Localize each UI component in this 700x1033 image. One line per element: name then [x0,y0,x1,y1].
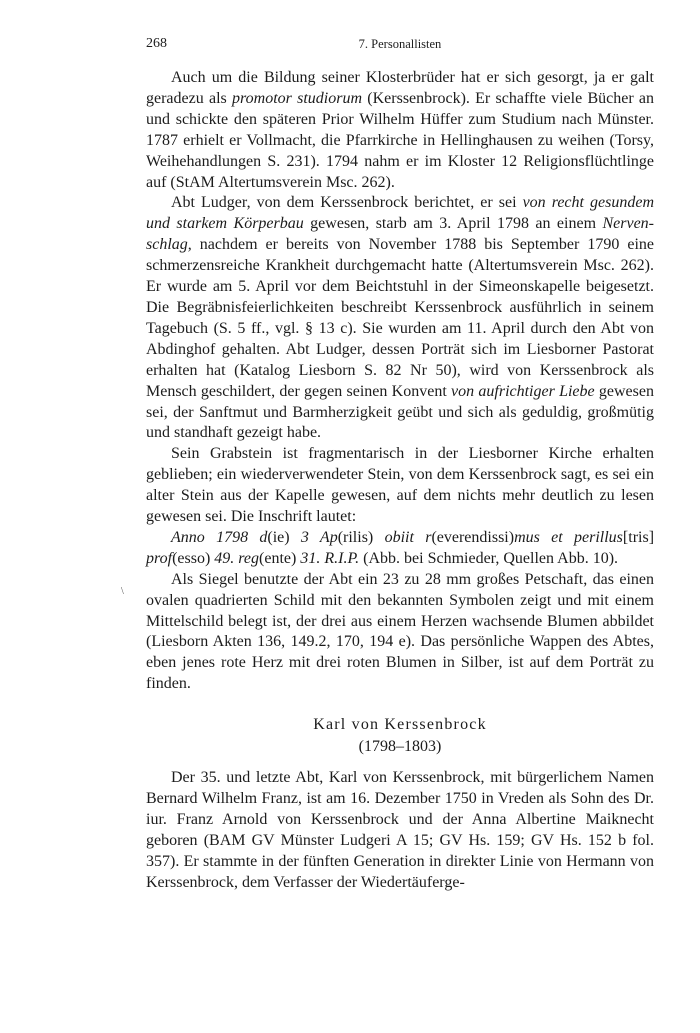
margin-mark: \ [121,586,124,597]
inscription-expansion: (everendissi) [431,528,515,546]
paragraph-text: (Kerssenbrock). Er schaffte viele Bücher an und schickte den späteren Prior Wilhelm Hüffer zum Studium nach Münster. 1787 erhielt er Vollmacht, die Pfarrkirche in Hellinghausen zu weihen (Torsy, Weihehandlungen S. 231). 1794 nahm er im Kloster 12 Religionsflüchtlinge auf (StAM Altertumsverein Msc. 262). [146,89,654,191]
inscription-italic: 49. reg [214,549,260,567]
paragraph-education [146,68,654,193]
inscription-italic: obiit r [384,528,432,546]
chapter-title: 7. Personallisten [358,37,442,51]
italic-quote: von recht gesundem und starkem Körperbau [146,194,655,233]
italic-quote: von aufrichtiger Liebe [451,382,595,400]
inscription [146,528,654,570]
inscription-expansion: (ente) [259,549,301,567]
abbot-name-heading: Karl von Kerssenbrock [313,716,487,733]
paragraph-death [146,193,654,444]
inscription-italic: 31. R.I.P. [300,549,360,567]
inscription-expansion: (esso) [172,549,215,567]
italic-quote: promotor studiorum [232,89,363,107]
inscription-italic: prof [146,549,173,567]
inscription-italic: mus et perillus [514,528,623,546]
inscription-italic: 3 Ap [300,528,338,546]
inscription-italic: Anno 1798 d [171,528,268,546]
body-text-lower [146,768,654,893]
italic-quote: Nervenschlag, [146,215,654,254]
paragraph-text: Abt Ludger, von dem Kerssenbrock berichtet, er sei [171,194,523,212]
paragraph-text: nachdem er bereits von November 1788 bis September 1790 eine schmerzensreiche Krankheit durchgemacht hatte (Altertumsverein Msc. 262). Er wurde am 5. April vor dem Beichtstuhl in der Simeonskapelle beigesetzt. Die Begräbnisfeierlichkeiten beschreibt Kerssenbrock ausführlich in seinem Tagebuch (S. 5 ff., vgl. § 13 c). Sie wurden am 11. April durch den Abt von Abdinghof gehalten. Abt Ludger, dessen Porträt sich im Liesborner Pastorat erhalten hat (Katalog Liesborn S. 82 Nr 50), wird von Kerssenbrock als Mensch geschildert, der gegen seinen Konvent [146,236,654,400]
page-number: 268 [146,36,167,51]
paragraph-gravestone: Sein Grabstein ist fragmentarisch in der Liesborner Kirche erhalten geblieben; ein wiederverwendeter Stein, von dem Kerssenbrock sagt, es sei ein alter Stein aus der Kapelle gewesen, auf dem nichts mehr deutlich zu lesen gewesen sei. Die Inschrift lautet: [146,445,654,526]
inscription-expansion: (Abb. bei Schmieder, Quellen Abb. 10). [359,549,619,567]
running-head [146,36,654,56]
paragraph-text: Auch um die Bildung seiner Klosterbrüder hat er sich gesorgt, ja er galt geradezu als [146,69,654,107]
body-text-upper [146,68,654,695]
paragraph-seal: Als Siegel benutzte der Abt ein 23 zu 28 mm großes Petschaft, das einen ovalen quadrierten Schild mit den bekannten Symbolen zeigt und mit einem Mittelschild belegt ist, der drei aus einem Herzen wachsende Blumen abbildet (Liesborn Akten 136, 149.2, 170, 194 e). Das persönliche Wappen des Abtes, eben jenes rote Herz mit drei roten Blumen in Silber, ist auf dem Porträt zu finden. [146,570,654,693]
inscription-expansion: (ie) [267,528,301,546]
paragraph-text: gewesen, starb am 3. April 1798 an einem [303,215,603,233]
inscription-expansion: (rilis) [337,528,385,546]
paragraph-biography: Der 35. und letzte Abt, Karl von Kerssenbrock, mit bürgerlichem Namen Bernard Wilhelm Franz, ist am 16. Dezember 1750 in Vreden als Sohn des Dr. iur. Franz Arnold von Kerssenbrock und der Anna Albertine Maiknecht geboren (BAM GV Münster Ludgeri A 15; GV Hs. 159; GV Hs. 152 b fol. 357). Er stammte in der fünften Generation in direkter Linie von Hermann von Kerssenbrock, dem Verfasser der Wiedertäuferge- [146,769,654,891]
abbot-years-heading: (1798–1803) [358,738,442,755]
section-heading [146,714,654,758]
inscription-expansion: [tris] [622,528,655,546]
paragraph-text: gewesen sei, der Sanftmut und Barmherzigkeit geübt und sich als geduldig, großmütig und standhaft gezeigt habe. [146,382,654,442]
